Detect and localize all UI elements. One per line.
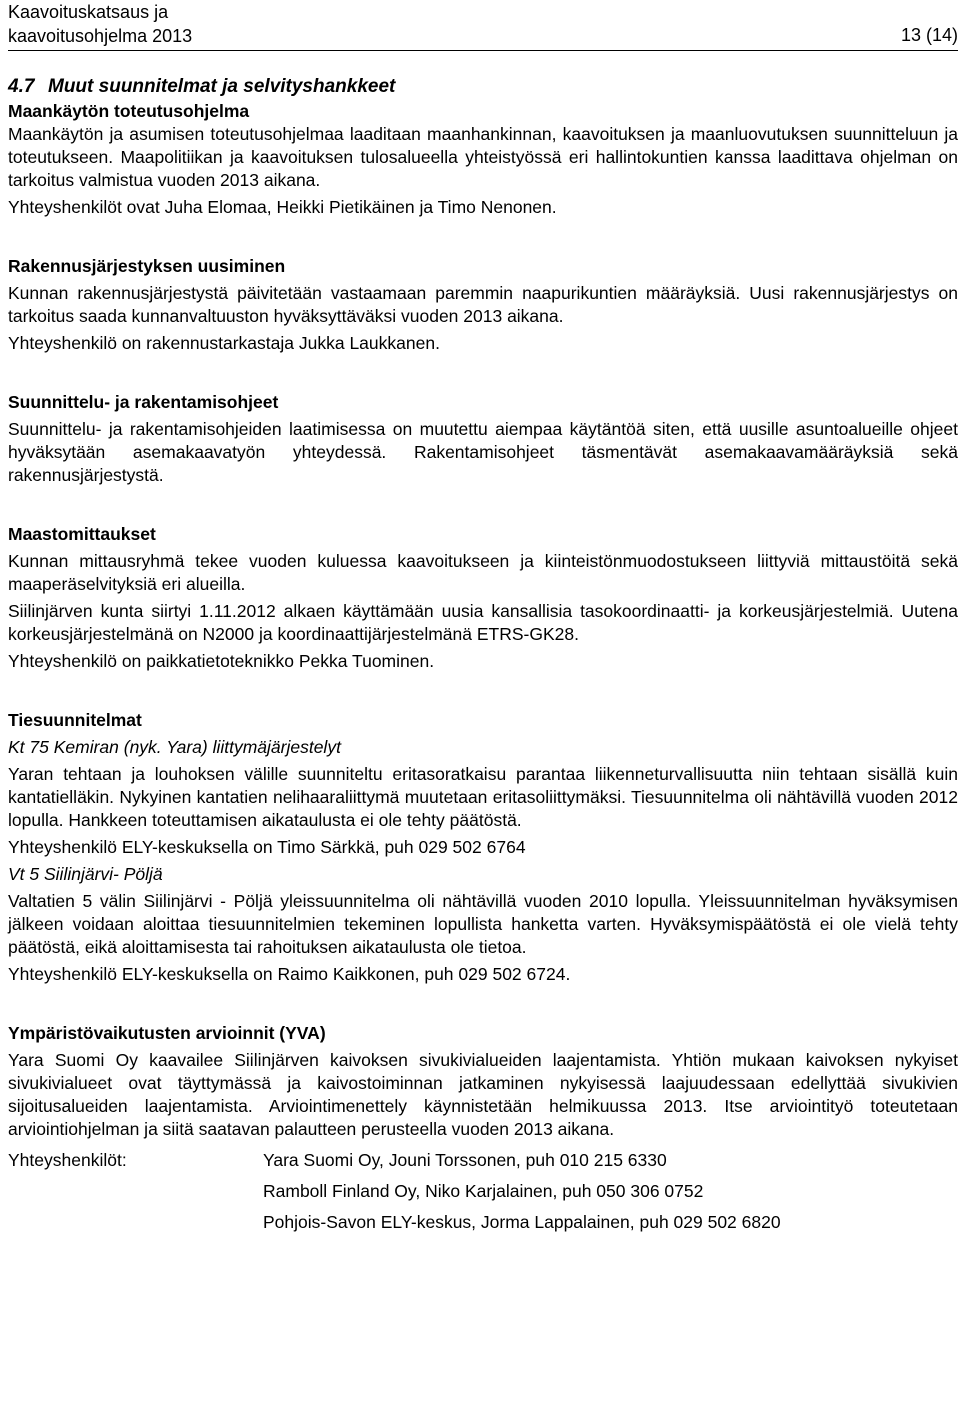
heading-tiesuunnitelmat: Tiesuunnitelmat (8, 710, 142, 730)
document-page (8, 0, 958, 1234)
heading-maastomittaukset: Maastomittaukset (8, 524, 156, 544)
paragraph: Kunnan rakennusjärjestystä päivitetään vastaamaan paremmin naapurikuntien määräyksiä. Uusi rakennusjärjestys on tarkoitus saada kunnanvaltuuston hyväksyttäväksi vuoden 2013 aikana. (8, 283, 958, 326)
paragraph: Suunnittelu- ja rakentamisohjeiden laatimisessa on muutettu aiempaa käytäntöä siten, että uusille asuntoalueille ohjeet hyväksytään asemakaavatyön yhteydessä. Rakentamisohjeet täsmentävät asemakaavamääräyksiä sekä rakennusjärjestystä. (8, 419, 958, 485)
page-header (8, 0, 958, 51)
subheading-kt75: Kt 75 Kemiran (nyk. Yara) liittymäjärjestelyt (8, 737, 341, 757)
section-number: 4.7 (8, 76, 35, 97)
contact-entry: Ramboll Finland Oy, Niko Karjalainen, puh 050 306 0752 (263, 1181, 704, 1201)
paragraph: Yaran tehtaan ja louhoksen välille suunniteltu eritasoratkaisu parantaa liikenneturvallisuutta niin tehtaan sisällä kuin kantatielläkin. Nykyinen kantatien nelihaaraliittymä muutetaan eritasoliittymäksi. Tiesuunnitelma oli nähtävillä vuoden 2012 lopulla. Hankkeen toteuttamisen aikataulusta ei ole tehty päätöstä. (8, 764, 958, 830)
section-title-text: Muut suunnitelmat ja selvityshankkeet (48, 76, 396, 97)
subheading-vt5: Vt 5 Siilinjärvi- Pöljä (8, 864, 163, 884)
heading-suunnittelu-ohjeet: Suunnittelu- ja rakentamisohjeet (8, 392, 279, 412)
document-title-line2: kaavoitusohjelma 2013 (8, 25, 193, 46)
document-title (8, 1, 192, 48)
paragraph: Yhteyshenkilöt ovat Juha Elomaa, Heikki Pietikäinen ja Timo Nenonen. (8, 197, 557, 217)
contact-entry: Yara Suomi Oy, Jouni Torssonen, puh 010 215 6330 (263, 1150, 667, 1170)
paragraph: Yhteyshenkilö ELY-keskuksella on Timo Särkkä, puh 029 502 6764 (8, 837, 526, 857)
contacts-label: Yhteyshenkilöt: (8, 1150, 127, 1170)
section-title (8, 75, 958, 99)
page-number: 13 (14) (900, 25, 958, 45)
contacts-list (8, 1149, 958, 1234)
paragraph: Yhteyshenkilö on rakennustarkastaja Jukka Laukkanen. (8, 333, 440, 353)
paragraph: Yhteyshenkilö ELY-keskuksella on Raimo Kaikkonen, puh 029 502 6724. (8, 964, 571, 984)
paragraph: Valtatien 5 välin Siilinjärvi - Pöljä yleissuunnitelma oli nähtävillä vuoden 2010 lopulla. Yleissuunnitelman hyväksymisen jälkeen voidaan aloittaa tiesuunnitelmien tekeminen lopullista hanketta varten. Hyväksymispäätöstä ei ole vielä tehty päätöstä, eikä aloittamisesta tai rahoituksen aikataulusta ole tietoa. (8, 891, 958, 957)
heading-maankayton-toteutusohjelma: Maankäytön toteutusohjelma (8, 101, 250, 121)
document-title-line1: Kaavoituskatsaus ja (8, 2, 169, 22)
contact-entry: Pohjois-Savon ELY-keskus, Jorma Lappalainen, puh 029 502 6820 (263, 1212, 781, 1232)
paragraph: Yhteyshenkilö on paikkatietoteknikko Pekka Tuominen. (8, 651, 435, 671)
paragraph: Maankäytön ja asumisen toteutusohjelmaa laaditaan maanhankinnan, kaavoituksen ja maanluovutuksen suunnitteluun ja toteutukseen. Maapolitiikan ja kaavoituksen tulosalueella yhteistyössä eri hallintokuntien kanssa laadittava ohjelman on tarkoitus valmistua vuoden 2013 aikana. (8, 124, 958, 190)
paragraph: Siilinjärven kunta siirtyi 1.11.2012 alkaen käyttämään uusia kansallisia tasokoordinaatti- ja korkeusjärjestelmiä. Uutena korkeusjärjestelmänä on N2000 ja koordinaattijärjestelmänä ETRS-GK28. (8, 601, 958, 644)
paragraph: Kunnan mittausryhmä tekee vuoden kuluessa kaavoitukseen ja kiinteistönmuodostukseen liittyviä mittaustöitä sekä maaperäselvityksiä eri alueilla. (8, 551, 958, 594)
paragraph: Yara Suomi Oy kaavailee Siilinjärven kaivoksen sivukivialueiden laajentamista. Yhtiön mukaan kaivoksen nykyiset sivukivialueet ovat täyttymässä ja kaivostoiminnan jatkaminen nykyisessä laajuudessaan edellyttää sivukivien sijoitusalueiden laajentamista. Arviointimenettely käynnistetään helmikuussa 2013. Itse arviointityö toteutetaan arviointiohjelman ja siitä saatavan palautteen perusteella vuoden 2013 aikana. (8, 1050, 958, 1139)
heading-rakennusjarjestys: Rakennusjärjestyksen uusiminen (8, 256, 286, 276)
heading-yva: Ympäristövaikutusten arvioinnit (YVA) (8, 1023, 326, 1043)
